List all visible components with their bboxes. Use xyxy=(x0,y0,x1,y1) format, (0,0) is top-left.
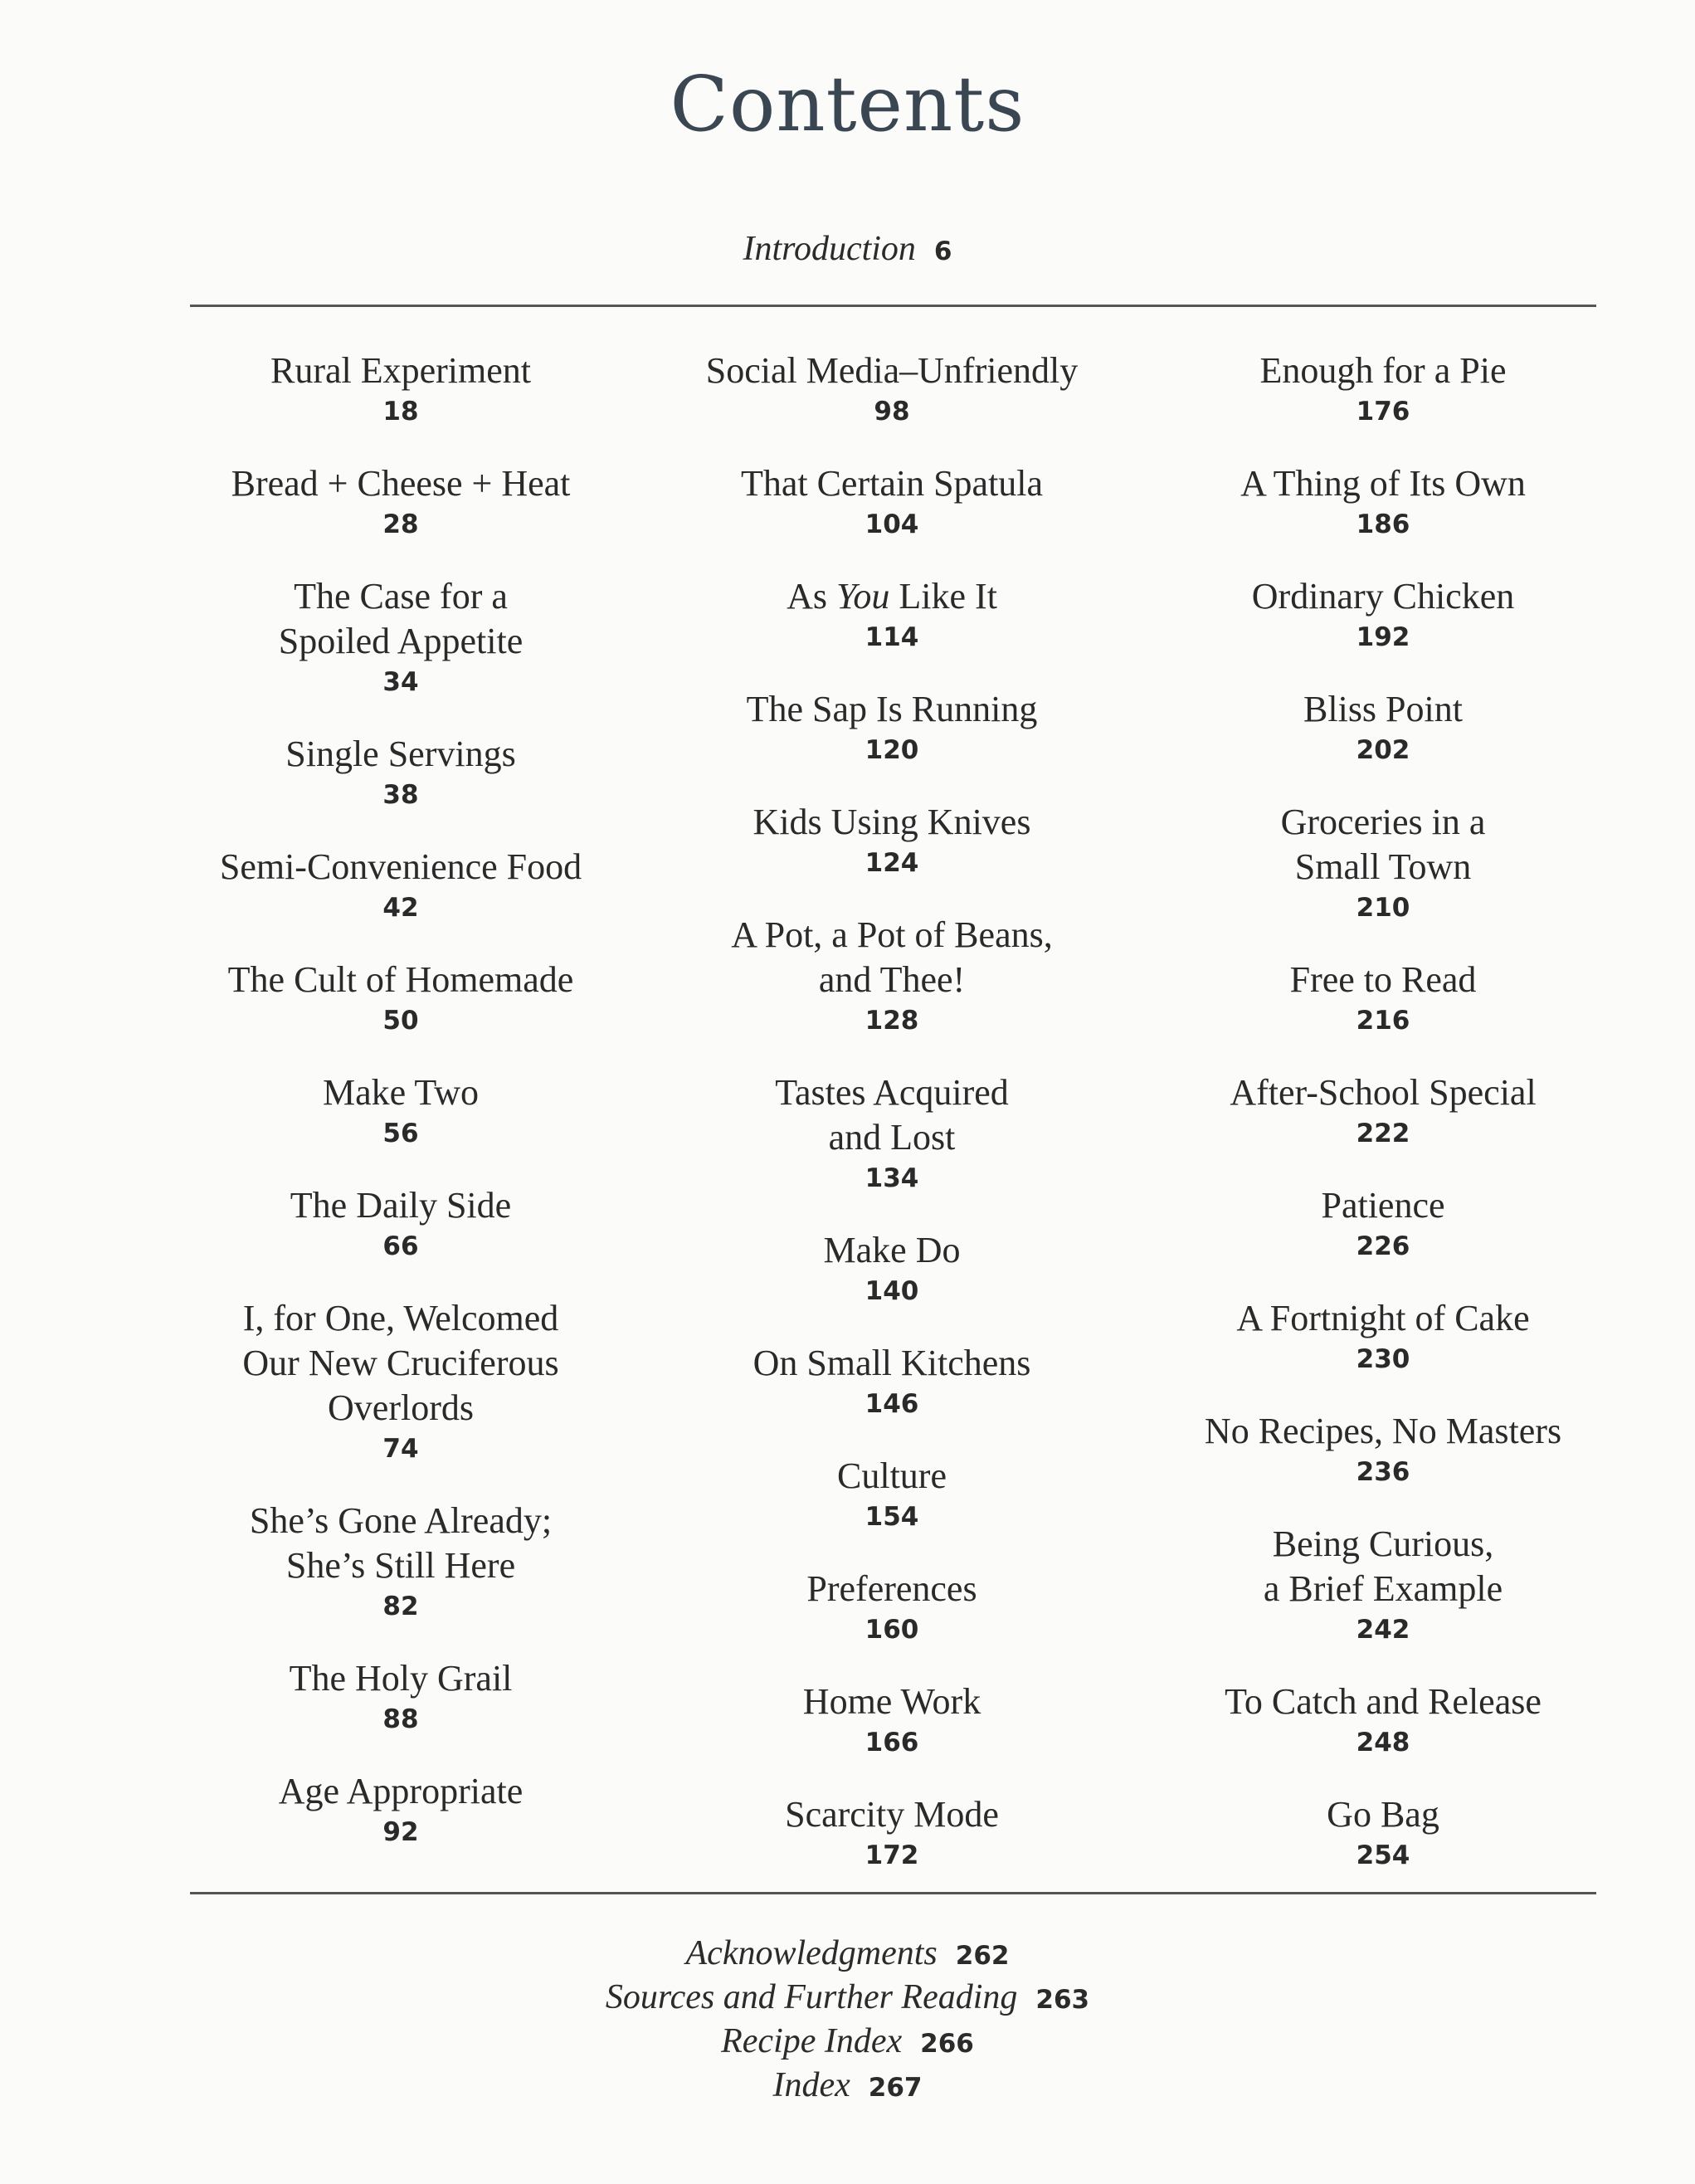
toc-entry-page: 66 xyxy=(382,1231,419,1261)
toc-entry-title xyxy=(156,732,645,777)
toc-entry-title xyxy=(156,349,645,393)
toc-entry-title xyxy=(647,913,1137,1002)
toc-entry-title xyxy=(156,1070,645,1115)
toc-entry-page: 176 xyxy=(1356,397,1410,427)
toc-entry-title-line: The Holy Grail xyxy=(289,1658,513,1699)
toc-entry-page: 248 xyxy=(1356,1728,1410,1757)
toc-entry-title xyxy=(156,845,645,890)
toc-entry-title xyxy=(1138,1070,1628,1115)
toc-entry-page: 34 xyxy=(382,667,419,697)
toc-entry-title xyxy=(647,800,1137,845)
toc-entry-page: 254 xyxy=(1356,1840,1410,1870)
toc-entry-title xyxy=(647,1341,1137,1386)
toc-entry-title-line: a Brief Example xyxy=(1263,1568,1503,1609)
toc-entry[interactable] xyxy=(647,1454,1137,1535)
toc-entry-title-line: Culture xyxy=(837,1455,947,1496)
toc-entry[interactable] xyxy=(156,732,645,813)
toc-entry-title-line: Free to Read xyxy=(1289,959,1477,1000)
toc-entry-title-line: Home Work xyxy=(802,1681,981,1722)
toc-entry[interactable] xyxy=(1138,1409,1628,1490)
toc-entry-title-line: She’s Gone Already; xyxy=(249,1500,553,1541)
page-title: Contents xyxy=(670,60,1025,149)
toc-entry-page: 216 xyxy=(1356,1006,1410,1036)
toc-entry-title-line: On Small Kitchens xyxy=(753,1343,1031,1383)
toc-entry-title-line: Kids Using Knives xyxy=(753,802,1031,842)
toc-entry[interactable] xyxy=(156,845,645,926)
toc-entry-title-line: A Thing of Its Own xyxy=(1240,463,1526,504)
toc-entry-title-line: Social Media–Unfriendly xyxy=(705,350,1079,391)
toc-entry-page: 186 xyxy=(1356,509,1410,539)
toc-entry[interactable] xyxy=(647,1567,1137,1648)
toc-entry-title xyxy=(156,461,645,506)
toc-entry-title xyxy=(156,574,645,664)
toc-entry-page: 146 xyxy=(865,1389,919,1419)
toc-entry[interactable] xyxy=(647,349,1137,430)
toc-entry-title-line: Preferences xyxy=(806,1568,977,1609)
toc-entry-page: 104 xyxy=(865,509,919,539)
toc-entry-title xyxy=(647,1567,1137,1611)
toc-entry[interactable] xyxy=(647,1228,1137,1309)
toc-entry-page: 128 xyxy=(865,1006,919,1036)
back-matter-label: Recipe Index xyxy=(721,2022,903,2060)
toc-entry-title xyxy=(1138,958,1628,1002)
back-matter-page: 263 xyxy=(1035,1985,1090,2015)
toc-entry[interactable] xyxy=(156,1499,645,1625)
toc-entry-title xyxy=(1138,349,1628,393)
toc-entry-title-line: A Pot, a Pot of Beans, xyxy=(731,914,1053,955)
toc-entry-page: 192 xyxy=(1356,622,1410,652)
toc-entry-page: 82 xyxy=(382,1592,419,1621)
toc-entry-page: 236 xyxy=(1356,1457,1410,1487)
toc-entry[interactable] xyxy=(647,1679,1137,1761)
back-matter-entry[interactable] xyxy=(0,2064,1695,2108)
toc-entry-title-line: Spoiled Appetite xyxy=(278,621,524,661)
toc-entry[interactable] xyxy=(1138,687,1628,768)
toc-entry-title xyxy=(156,1499,645,1588)
toc-entry-title xyxy=(647,461,1137,506)
toc-entry-page: 202 xyxy=(1356,735,1410,765)
toc-entry-title xyxy=(647,349,1137,393)
toc-entry[interactable] xyxy=(647,574,1137,656)
toc-entry[interactable] xyxy=(1138,1183,1628,1265)
toc-entry-title xyxy=(1138,1522,1628,1611)
toc-entry[interactable] xyxy=(647,461,1137,543)
toc-entry-title xyxy=(1138,800,1628,890)
toc-entry-page: 56 xyxy=(382,1119,419,1148)
toc-entry[interactable] xyxy=(156,1769,645,1850)
toc-entry-title-line: Single Servings xyxy=(285,734,516,774)
toc-entry-title-line: Scarcity Mode xyxy=(785,1794,999,1835)
toc-entry-title xyxy=(1138,1183,1628,1228)
toc-entry[interactable] xyxy=(647,1792,1137,1874)
toc-entry[interactable] xyxy=(1138,958,1628,1039)
toc-entry[interactable] xyxy=(156,461,645,543)
toc-entry-title xyxy=(1138,574,1628,619)
toc-entry[interactable] xyxy=(647,687,1137,768)
toc-entry-title-line: The Daily Side xyxy=(290,1185,512,1226)
toc-entry-page: 226 xyxy=(1356,1231,1410,1261)
toc-entry-page: 74 xyxy=(382,1434,419,1464)
toc-entry-page: 28 xyxy=(382,509,419,539)
toc-entry[interactable] xyxy=(1138,1679,1628,1761)
toc-entry-page: 134 xyxy=(865,1163,919,1193)
toc-entry-title-line: and Thee! xyxy=(818,959,966,1000)
back-matter-entry[interactable] xyxy=(0,1976,1695,2020)
toc-entry-title xyxy=(647,1792,1137,1837)
toc-column-3 xyxy=(1138,349,1628,1905)
toc-entry[interactable] xyxy=(647,913,1137,1039)
toc-entry-title xyxy=(1138,687,1628,732)
toc-entry-page: 88 xyxy=(382,1704,419,1734)
back-matter-label: Acknowledgments xyxy=(685,1934,938,1972)
toc-entry[interactable] xyxy=(156,958,645,1039)
back-matter-page: 262 xyxy=(955,1941,1010,1971)
toc-entry-title-line: Ordinary Chicken xyxy=(1251,576,1515,617)
introduction-page: 6 xyxy=(933,236,952,266)
toc-entry-title-line: I, for One, Welcomed xyxy=(242,1298,559,1338)
toc-entry-page: 98 xyxy=(874,397,910,427)
back-matter-entry[interactable] xyxy=(0,2020,1695,2064)
toc-entry-title xyxy=(1138,1409,1628,1454)
toc-entry-title-line: The Sap Is Running xyxy=(746,689,1038,729)
toc-entry-title-line: Our New Cruciferous xyxy=(242,1343,559,1383)
toc-entry-title-line: Tastes Acquired xyxy=(775,1072,1009,1113)
toc-entry-title xyxy=(647,687,1137,732)
toc-entry-title-line: Patience xyxy=(1321,1185,1445,1226)
toc-entry-page: 92 xyxy=(382,1817,419,1847)
toc-entry[interactable] xyxy=(1138,1070,1628,1152)
toc-column-1 xyxy=(156,349,645,1882)
toc-entry-title-line: To Catch and Release xyxy=(1225,1681,1542,1722)
toc-entry[interactable] xyxy=(156,1183,645,1265)
toc-entry-title-line: Overlords xyxy=(328,1387,474,1428)
toc-entry-title xyxy=(647,1454,1137,1499)
toc-entry-page: 222 xyxy=(1356,1119,1410,1148)
toc-entry[interactable] xyxy=(156,1296,645,1467)
toc-entry-page: 210 xyxy=(1356,893,1410,923)
toc-entry-page: 166 xyxy=(865,1728,919,1757)
toc-entry-title-line: Enough for a Pie xyxy=(1259,350,1507,391)
toc-entry-title xyxy=(156,958,645,1002)
toc-entry-title-line: That Certain Spatula xyxy=(740,463,1044,504)
toc-entry-page: 140 xyxy=(865,1276,919,1306)
back-matter-entry[interactable] xyxy=(0,1932,1695,1976)
toc-entry[interactable] xyxy=(156,1070,645,1152)
toc-entry-title-line: Small Town xyxy=(1294,846,1472,887)
toc-entry-title xyxy=(1138,1679,1628,1724)
toc-entry[interactable] xyxy=(1138,800,1628,926)
toc-entry[interactable] xyxy=(156,1656,645,1738)
toc-entry-title-line: Being Curious, xyxy=(1272,1523,1494,1564)
toc-entry-title-line: No Recipes, No Masters xyxy=(1204,1411,1562,1451)
toc-entry-page: 114 xyxy=(865,622,919,652)
toc-entry-title xyxy=(1138,1296,1628,1341)
toc-entry[interactable] xyxy=(647,800,1137,881)
toc-entry-title xyxy=(647,1228,1137,1273)
toc-entry[interactable] xyxy=(1138,1296,1628,1377)
back-matter-page: 267 xyxy=(868,2073,923,2103)
top-divider xyxy=(190,305,1596,307)
toc-entry-title-line: Bread + Cheese + Heat xyxy=(231,463,571,504)
toc-entry-title-line: She’s Still Here xyxy=(285,1545,516,1586)
toc-entry-page: 124 xyxy=(865,848,919,878)
introduction-entry[interactable] xyxy=(0,229,1695,269)
toc-entry-page: 172 xyxy=(865,1840,919,1870)
toc-entry-title xyxy=(647,1679,1137,1724)
toc-entry-page: 50 xyxy=(382,1006,419,1036)
toc-entry-title xyxy=(156,1656,645,1701)
toc-entry-page: 38 xyxy=(382,780,419,810)
toc-entry[interactable] xyxy=(156,574,645,700)
toc-entry-title-line: and Lost xyxy=(828,1117,956,1158)
toc-entry-title-line: Age Appropriate xyxy=(278,1771,524,1811)
toc-entry-title-line: Go Bag xyxy=(1327,1794,1439,1835)
toc-entry-page: 42 xyxy=(382,893,419,923)
toc-entry-title-line: After-School Special xyxy=(1230,1072,1537,1113)
toc-entry-page: 230 xyxy=(1356,1344,1410,1374)
toc-entry-title xyxy=(647,574,1137,619)
toc-entry-title xyxy=(156,1769,645,1814)
toc-entry-title-line: Make Two xyxy=(323,1072,479,1113)
toc-entry[interactable] xyxy=(1138,1792,1628,1874)
toc-entry-title-line: Make Do xyxy=(823,1230,961,1270)
toc-entry-title-line: Rural Experiment xyxy=(270,350,531,391)
back-matter-page: 266 xyxy=(920,2029,974,2059)
toc-entry-title-emphasis: You xyxy=(835,576,890,617)
toc-entry-title-line: A Fortnight of Cake xyxy=(1236,1298,1530,1338)
back-matter-label: Index xyxy=(772,2066,850,2104)
toc-entry-title-line: The Cult of Homemade xyxy=(227,959,574,1000)
toc-entry[interactable] xyxy=(1138,461,1628,543)
toc-entry-title xyxy=(647,1070,1137,1160)
toc-entry-title-line: Groceries in a xyxy=(1280,802,1486,842)
toc-entry-title xyxy=(156,1296,645,1431)
toc-entry-title-line: The Case for a xyxy=(294,576,508,617)
back-matter-list xyxy=(0,1932,1695,2108)
toc-entry-title xyxy=(1138,1792,1628,1837)
bottom-divider xyxy=(190,1892,1596,1894)
toc-entry-title xyxy=(156,1183,645,1228)
toc-entry[interactable] xyxy=(1138,349,1628,430)
toc-entry-title-part: Like It xyxy=(889,576,997,617)
toc-entry-page: 120 xyxy=(865,735,919,765)
toc-entry-page: 18 xyxy=(382,397,419,427)
toc-entry-title-line: Semi-Convenience Food xyxy=(219,846,582,887)
toc-entry[interactable] xyxy=(156,349,645,430)
toc-entry-page: 160 xyxy=(865,1615,919,1645)
introduction-label: Introduction xyxy=(743,230,916,268)
toc-entry-page: 154 xyxy=(865,1502,919,1532)
toc-entry[interactable] xyxy=(1138,1522,1628,1648)
toc-entry-title-part: As xyxy=(787,576,836,617)
toc-entry-page: 242 xyxy=(1356,1615,1410,1645)
back-matter-label: Sources and Further Reading xyxy=(605,1978,1018,2016)
toc-entry-title-line: Bliss Point xyxy=(1303,689,1463,729)
toc-column-2 xyxy=(647,349,1137,1905)
toc-entry[interactable] xyxy=(647,1070,1137,1197)
toc-entry-title xyxy=(1138,461,1628,506)
toc-entry[interactable] xyxy=(1138,574,1628,656)
toc-entry[interactable] xyxy=(647,1341,1137,1422)
